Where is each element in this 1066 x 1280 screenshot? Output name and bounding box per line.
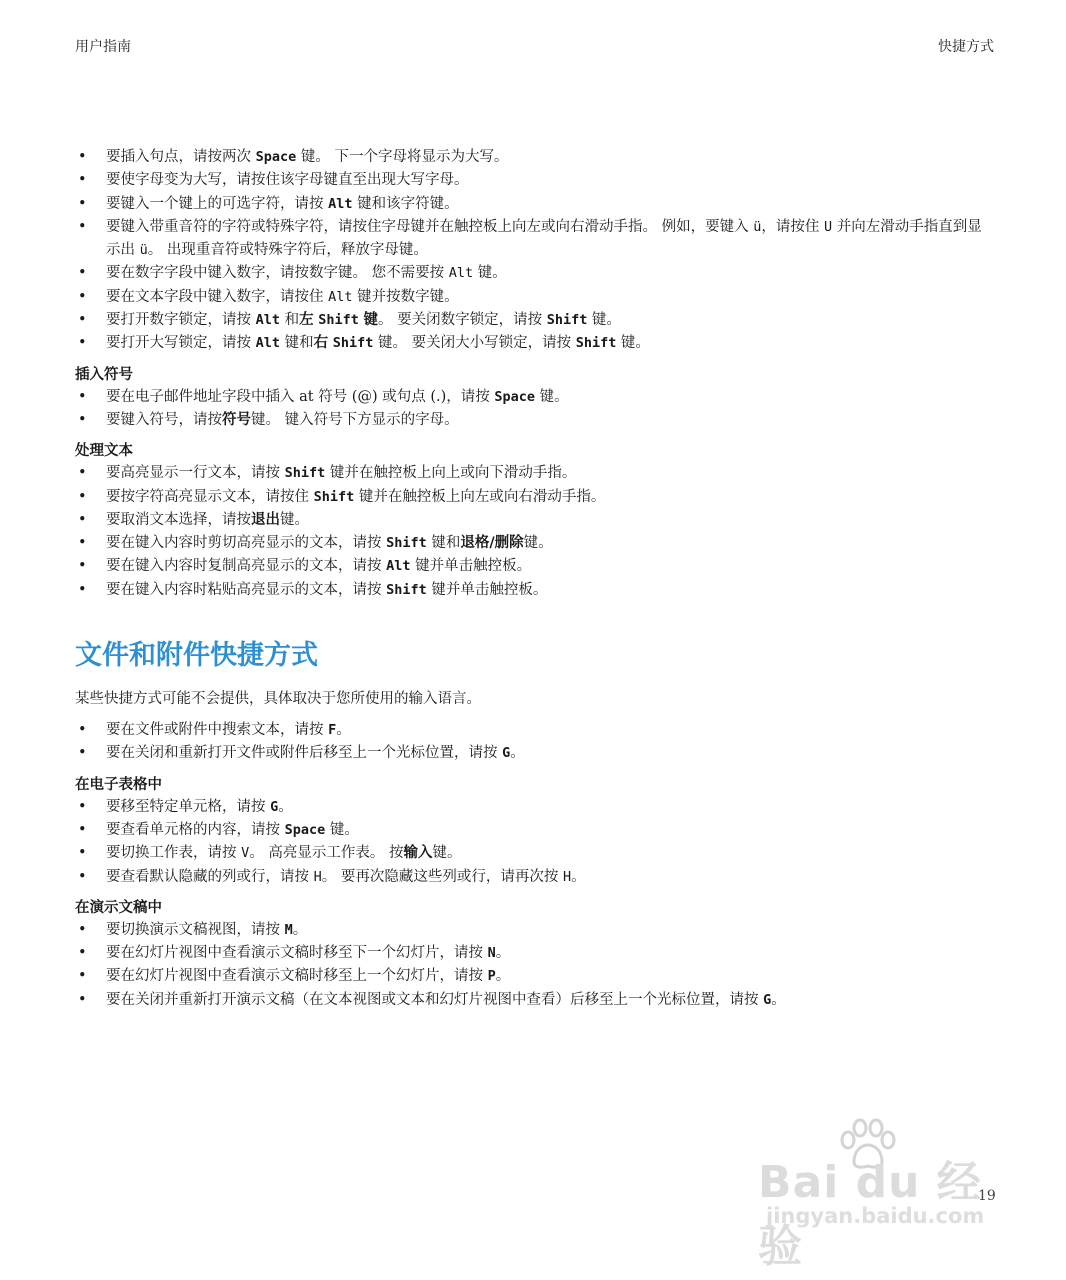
list-item bbox=[75, 486, 995, 509]
section-heading: 插入符号 bbox=[75, 366, 133, 383]
list-item bbox=[75, 146, 995, 169]
bullet-marker: • bbox=[78, 581, 87, 598]
bullet-marker: • bbox=[78, 218, 87, 235]
bullet-marker: • bbox=[78, 149, 87, 165]
text-run: 和 bbox=[280, 312, 300, 329]
list-item bbox=[75, 332, 995, 355]
bullet-marker: • bbox=[78, 991, 87, 1008]
text-run: 键。 bbox=[616, 335, 650, 352]
text-run: 要查看默认隐藏的列或行，请按 bbox=[106, 868, 314, 885]
list-item bbox=[75, 555, 995, 578]
bullet-marker: • bbox=[78, 265, 87, 282]
key-name: P bbox=[487, 968, 496, 985]
text-run: U bbox=[823, 218, 833, 235]
text-run: 要插入句点，请按两次 bbox=[106, 149, 256, 165]
key-name: G bbox=[763, 991, 772, 1008]
text-run: 要切换工作表，请按 bbox=[106, 845, 242, 862]
text-run: 。 bbox=[495, 945, 511, 962]
key-label: 输入 bbox=[403, 845, 433, 862]
text-run: Alt bbox=[448, 265, 474, 282]
text-run: 要高亮显示一行文本，请按 bbox=[106, 465, 285, 482]
key-name: Shift bbox=[313, 488, 355, 505]
watermark-logo-text: Bai du 经验 bbox=[758, 1157, 982, 1272]
text-run: 键并按数字键。 bbox=[352, 288, 459, 305]
key-name: M bbox=[284, 921, 293, 938]
key-name: N bbox=[487, 945, 496, 962]
bullet-marker: • bbox=[78, 722, 87, 739]
text-run: ü bbox=[139, 242, 148, 259]
text-run: 要按字符高亮显示文本，请按住 bbox=[106, 488, 314, 505]
key-name: Space bbox=[494, 388, 536, 405]
text-run: 。 要再次隐藏这些列或行，请再次按 bbox=[321, 868, 563, 885]
section-title: 文件和附件快捷方式 bbox=[75, 640, 318, 672]
bullet-marker: • bbox=[78, 558, 87, 575]
key-label: 退格/删除 bbox=[460, 535, 524, 552]
text-run: 键并在触控板上向左或向右滑动手指。 bbox=[354, 488, 606, 505]
key-name: F bbox=[328, 722, 337, 739]
spreadsheet-section bbox=[75, 774, 995, 889]
text-run: 键和该字符键。 bbox=[352, 195, 459, 212]
key-name: Shift bbox=[546, 312, 588, 329]
list-item bbox=[75, 842, 995, 865]
key-label: 键 bbox=[363, 312, 378, 329]
bullet-marker: • bbox=[78, 335, 87, 352]
key-name: Shift bbox=[386, 535, 427, 552]
bullet-marker: • bbox=[78, 511, 87, 528]
text-run: H bbox=[313, 868, 322, 885]
key-name: G bbox=[502, 745, 511, 762]
text-run: 。 bbox=[571, 868, 586, 885]
text-run: 键并在触控板上向上或向下滑动手指。 bbox=[325, 465, 577, 482]
key-label: 左 bbox=[299, 312, 314, 329]
bullet-list bbox=[75, 462, 995, 602]
text-run: 键。 下一个字母将显示为大写。 bbox=[296, 149, 509, 165]
list-item bbox=[75, 819, 995, 842]
key-name: Shift bbox=[332, 335, 374, 352]
text-run: 要在文本字段中键入数字，请按住 bbox=[106, 288, 329, 305]
paw-icon bbox=[836, 1118, 900, 1170]
bullet-list bbox=[75, 719, 995, 766]
bullet-marker: • bbox=[78, 821, 87, 838]
text-run: 。 bbox=[771, 991, 786, 1008]
baidu-watermark bbox=[750, 1118, 1010, 1272]
list-item bbox=[75, 386, 995, 409]
bullet-marker: • bbox=[78, 535, 87, 552]
bullet-marker: • bbox=[78, 845, 87, 862]
key-name: Space bbox=[284, 821, 326, 838]
bullet-list bbox=[75, 796, 995, 889]
key-name: Shift bbox=[318, 312, 359, 329]
text-run: H bbox=[562, 868, 572, 885]
section-heading: 处理文本 bbox=[75, 443, 133, 460]
bullet-marker: • bbox=[78, 868, 87, 885]
presentation-section bbox=[75, 897, 995, 1012]
key-label: 符号 bbox=[222, 411, 251, 428]
text-run: 要使字母变为大写，请按住该字母键直至出现大写字母。 bbox=[106, 172, 469, 189]
bullet-marker: • bbox=[78, 488, 87, 505]
list-item bbox=[75, 989, 995, 1012]
key-name: Alt bbox=[255, 312, 280, 329]
section-heading: 在演示文稿中 bbox=[75, 899, 162, 916]
list-item bbox=[75, 169, 995, 192]
text-run: 要键入符号，请按 bbox=[106, 411, 222, 428]
page-number: 19 bbox=[978, 1188, 996, 1204]
text-run: ，请按住 bbox=[761, 218, 824, 235]
text-run: 要在幻灯片视图中查看演示文稿时移至下一个幻灯片，请按 bbox=[106, 945, 488, 962]
key-name: Alt bbox=[255, 335, 280, 352]
bullet-list bbox=[75, 146, 995, 356]
text-run: 键。 bbox=[523, 535, 553, 552]
list-item bbox=[75, 193, 995, 216]
running-header-left: 用户指南 bbox=[75, 39, 131, 55]
key-label: 右 bbox=[313, 335, 329, 352]
key-name: G bbox=[270, 798, 279, 815]
text-run: 要键入带重音符的字符或特殊字符，请按住字母键并在触控板上向左或向右滑动手指。 例如，要键入 bbox=[106, 218, 754, 235]
text-run: 要键入一个键上的可选字符，请按 bbox=[106, 195, 329, 212]
text-run: 要打开数字锁定，请按 bbox=[106, 312, 256, 329]
section-heading: 在电子表格中 bbox=[75, 776, 162, 793]
list-item bbox=[75, 719, 995, 742]
text-run: 。 高亮显示工作表。 按 bbox=[249, 845, 404, 862]
text-run: 键。 bbox=[473, 265, 507, 282]
intro-bullets bbox=[75, 146, 995, 356]
text-run: 键。 bbox=[280, 511, 309, 528]
list-item bbox=[75, 509, 995, 532]
text-run: 要在文件或附件中搜索文本，请按 bbox=[106, 722, 329, 739]
bullet-marker: • bbox=[78, 465, 87, 482]
text-run: 。 bbox=[495, 968, 511, 985]
text-handling-section bbox=[75, 440, 995, 602]
list-item bbox=[75, 796, 995, 819]
bullet-marker: • bbox=[78, 172, 87, 189]
text-run: 要移至特定单元格，请按 bbox=[106, 798, 271, 815]
text-run: 要在键入内容时粘贴高亮显示的文本，请按 bbox=[106, 581, 387, 598]
text-run: 要在电子邮件地址字段中插入 at 符号 (@) 或句点 (.)，请按 bbox=[106, 388, 495, 405]
key-name: Shift bbox=[575, 335, 617, 352]
text-run: 。 bbox=[292, 921, 308, 938]
text-run: 并向左滑动手指直到显示出 bbox=[106, 218, 982, 259]
list-item bbox=[75, 462, 995, 485]
text-run: 键。 要关闭大小写锁定，请按 bbox=[373, 335, 576, 352]
bullet-marker: • bbox=[78, 745, 87, 762]
text-run: V bbox=[241, 845, 250, 862]
list-item bbox=[75, 262, 995, 285]
list-item bbox=[75, 216, 995, 263]
list-item bbox=[75, 532, 995, 555]
text-run: 要在数字字段中键入数字，请按数字键。 您不需要按 bbox=[106, 265, 449, 282]
bullet-marker: • bbox=[78, 945, 87, 962]
text-run: 键。 bbox=[535, 388, 569, 405]
text-run: 要在关闭并重新打开演示文稿（在文本视图或文本和幻灯片视图中查看）后移至上一个光标位置，请按 bbox=[106, 991, 764, 1008]
text-run: 键和 bbox=[426, 535, 461, 552]
text-run: 要在关闭和重新打开文件或附件后移至上一个光标位置，请按 bbox=[106, 745, 503, 762]
text-run: 键并单击触控板。 bbox=[426, 581, 548, 598]
text-run: 要打开大写锁定，请按 bbox=[106, 335, 256, 352]
text-run: 键。 bbox=[325, 821, 359, 838]
list-item bbox=[75, 866, 995, 889]
bullet-marker: • bbox=[78, 411, 87, 428]
text-run: 键并单击触控板。 bbox=[410, 558, 532, 575]
bullet-list bbox=[75, 919, 995, 1012]
bullet-marker: • bbox=[78, 798, 87, 815]
page-content bbox=[75, 146, 995, 1020]
bullet-marker: • bbox=[78, 288, 87, 305]
section-intro: 某些快捷方式可能不会提供，具体取决于您所使用的输入语言。 bbox=[75, 691, 481, 708]
list-item bbox=[75, 942, 995, 965]
text-run: ü bbox=[753, 218, 762, 235]
list-item bbox=[75, 286, 995, 309]
running-header-right: 快捷方式 bbox=[938, 39, 994, 55]
text-run: 要在幻灯片视图中查看演示文稿时移至上一个幻灯片，请按 bbox=[106, 968, 488, 985]
key-name: Alt bbox=[386, 558, 411, 575]
text-run: 要在键入内容时剪切高亮显示的文本，请按 bbox=[106, 535, 387, 552]
list-item bbox=[75, 309, 995, 332]
text-run: 要取消文本选择，请按 bbox=[106, 511, 251, 528]
list-item bbox=[75, 742, 995, 765]
files-general-bullets bbox=[75, 719, 995, 766]
text-run: 键。 bbox=[587, 312, 621, 329]
list-item bbox=[75, 965, 995, 988]
bullet-marker: • bbox=[78, 968, 87, 985]
text-run: 。 bbox=[510, 745, 525, 762]
bullet-marker: • bbox=[78, 388, 87, 405]
text-run: 要切换演示文稿视图，请按 bbox=[106, 921, 285, 938]
text-run: 。 出现重音符或特殊字符后，释放字母键。 bbox=[147, 242, 428, 259]
bullet-marker: • bbox=[78, 195, 87, 212]
key-name: Alt bbox=[328, 195, 353, 212]
key-name: Space bbox=[255, 149, 297, 165]
list-item bbox=[75, 409, 995, 432]
list-item bbox=[75, 579, 995, 602]
insert-symbols-section bbox=[75, 364, 995, 433]
bullet-list bbox=[75, 386, 995, 433]
key-name: Shift bbox=[284, 465, 326, 482]
text-run: 。 要关闭数字锁定，请按 bbox=[377, 312, 547, 329]
key-label: 退出 bbox=[251, 511, 280, 528]
list-item bbox=[75, 919, 995, 942]
bullet-marker: • bbox=[78, 312, 87, 329]
text-run: 键和 bbox=[280, 335, 314, 352]
text-run: 要查看单元格的内容，请按 bbox=[106, 821, 285, 838]
text-run: 。 bbox=[278, 798, 293, 815]
bullet-marker: • bbox=[78, 921, 87, 938]
key-name: Shift bbox=[386, 581, 427, 598]
text-run: Alt bbox=[328, 288, 353, 305]
text-run: 键。 bbox=[432, 845, 462, 862]
text-run: 要在键入内容时复制高亮显示的文本，请按 bbox=[106, 558, 387, 575]
watermark-url: jingyan.baidu.com bbox=[766, 1204, 985, 1228]
text-run: 。 bbox=[336, 722, 351, 739]
text-run: 键。 键入符号下方显示的字母。 bbox=[251, 411, 459, 428]
